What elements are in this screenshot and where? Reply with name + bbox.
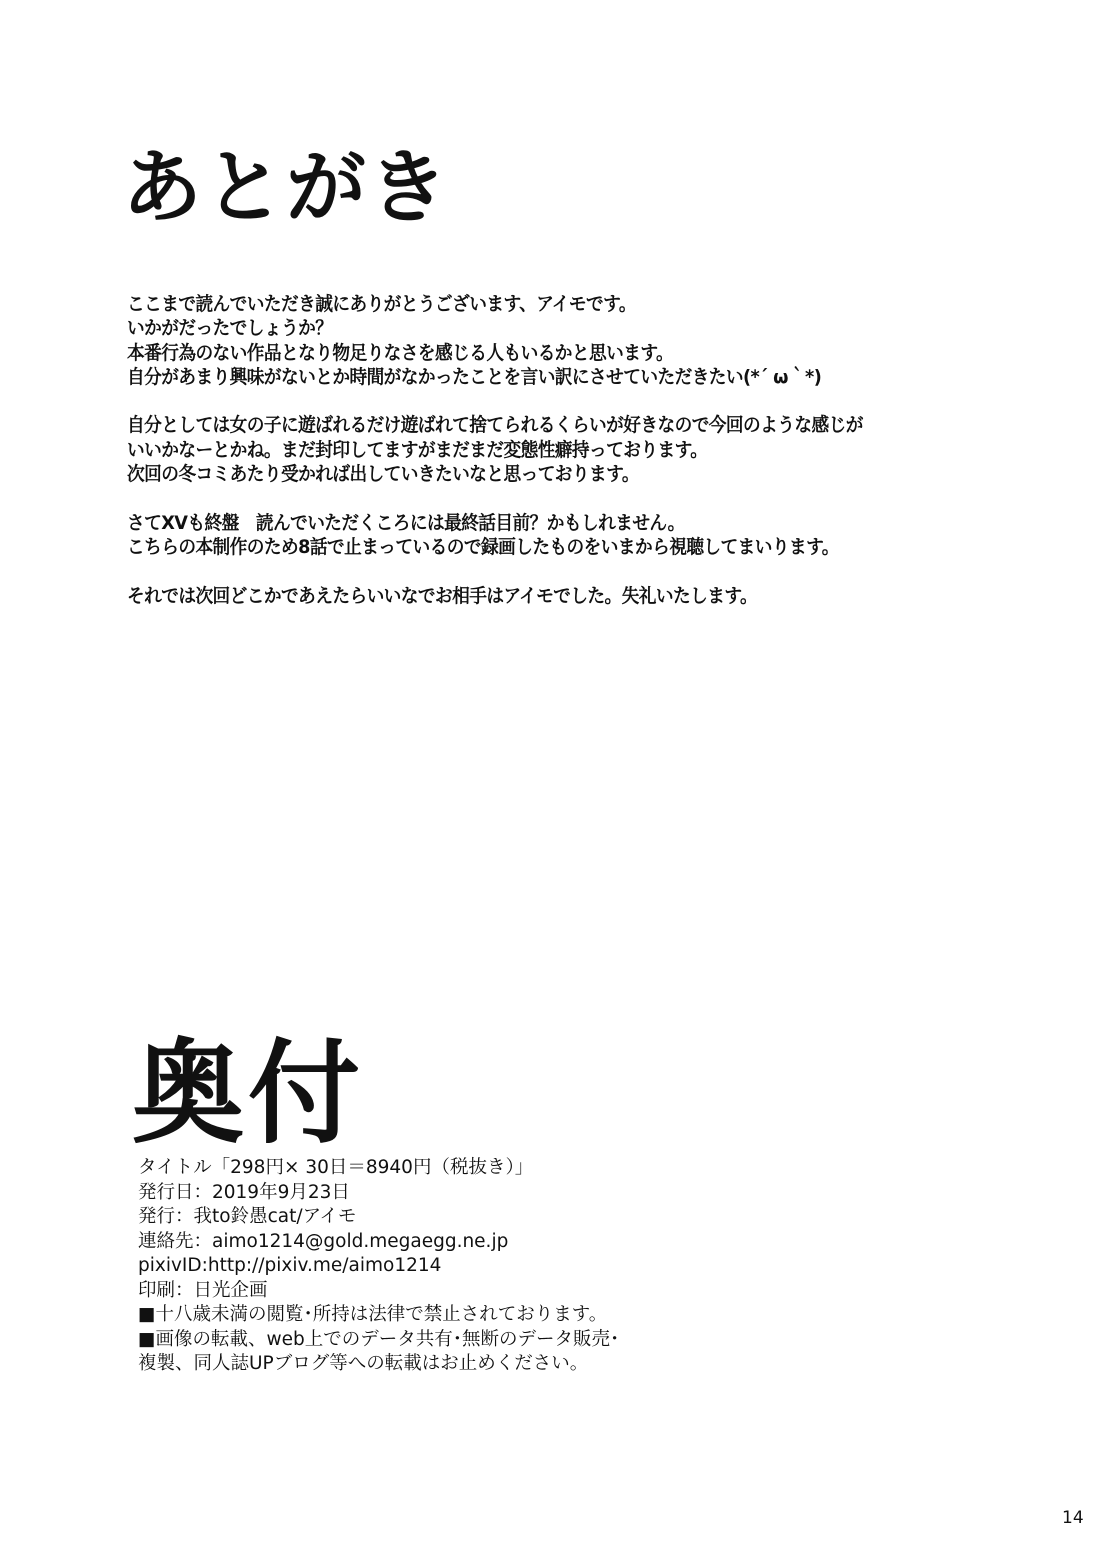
- colophon-pixiv: pixivID:http://pixiv.me/aimo1214: [138, 1255, 442, 1276]
- colophon-notice: ■十八歳未満の閲覧･所持は法律で禁止されております。: [138, 1304, 608, 1325]
- text-line: 次回の冬コミあたり受かれば出していきたいなと思っております。: [127, 463, 639, 486]
- colophon-notice: 複製、同人誌UPブログ等への転載はお止めください。: [138, 1353, 589, 1374]
- text-line: いかがだったでしょうか？: [127, 317, 333, 340]
- colophon-title-line: タイトル「298円× 30日＝8940円（税抜き）」: [138, 1157, 534, 1178]
- paragraph: [127, 292, 863, 389]
- page-number: 14: [1062, 1508, 1084, 1528]
- text-line: 本番行為のない作品となり物足りなさを感じる人もいるかと思います。: [127, 341, 674, 364]
- paragraph: [127, 413, 863, 486]
- colophon-title: 奥付: [132, 1029, 364, 1159]
- text-line: さてXVも終盤 読んでいただくころには最終話目前？かもしれません。: [127, 511, 685, 534]
- colophon-contact: 連絡先：aimo1214@gold.megaegg.ne.jp: [138, 1230, 509, 1252]
- text-line: それでは次回どこかであえたらいいなでお相手はアイモでした。失礼いたします。: [127, 584, 758, 607]
- paragraph: [127, 511, 863, 560]
- colophon-details: [138, 1156, 619, 1377]
- text-line: 自分としては女の子に遊ばれるだけ遊ばれて捨てられるくらいが好きなので今回のような感じが: [127, 414, 863, 437]
- afterword-title: あとがき: [122, 141, 450, 234]
- colophon-date: 発行日：2019年9月23日: [138, 1181, 350, 1203]
- paragraph: [127, 584, 863, 608]
- text-line: 自分があまり興味がないとか時間がなかったことを言い訳にさせていただきたい(*´ ω｀*): [127, 365, 822, 388]
- text-line: ここまで読んでいただき誠にありがとうございます、アイモです。: [127, 293, 636, 315]
- text-line: いいかなーとかね。まだ封印してますがまだまだ変態性癖持っております。: [127, 438, 708, 461]
- colophon-printer: 印刷：日光企画: [138, 1279, 268, 1301]
- text-line: こちらの本制作のため8話で止まっているので録画したものをいまから視聴してまいります。: [127, 535, 839, 558]
- colophon-publisher: 発行：我to鈴愚cat/アイモ: [138, 1206, 357, 1227]
- afterword-body: [127, 292, 863, 632]
- colophon-notice: ■画像の転載、web上でのデータ共有･無断のデータ販売･: [138, 1328, 620, 1350]
